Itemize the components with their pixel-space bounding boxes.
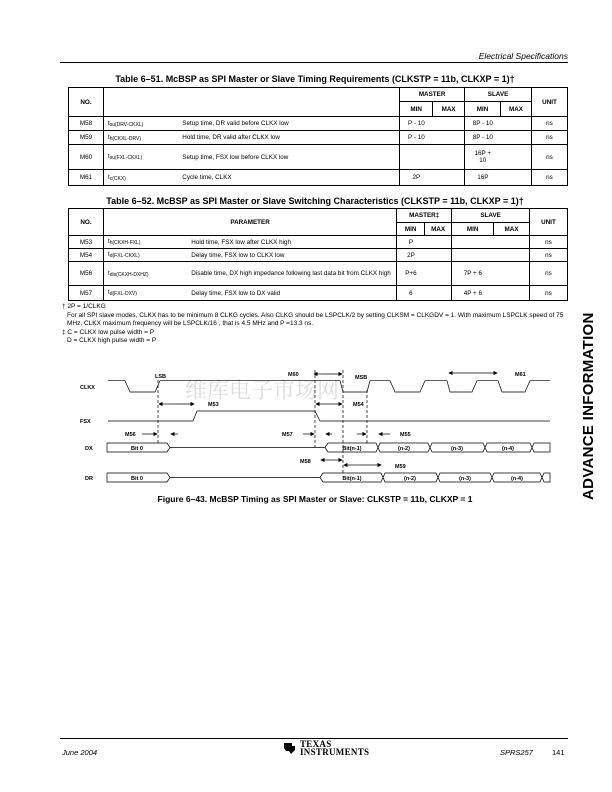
master-min: P - 10 [400,117,433,131]
row-description: Delay time, FSX low to DX valid [187,286,396,301]
row-no: M58 [69,117,104,131]
row-no: M53 [69,236,104,249]
slave-min [452,249,494,262]
dx-bit: Bit(n-1) [342,446,362,452]
row-unit: ns [530,286,568,301]
slave-min: 4P + 6 [452,286,494,301]
col-min: MIN [465,102,501,117]
slave-max [501,145,532,170]
fsx-waveform [108,411,550,421]
header-rule [60,62,568,63]
master-max [425,236,452,249]
master-max [425,262,452,286]
page-number: 141 [552,748,565,757]
col-max: MAX [433,102,465,117]
row-no: M57 [69,286,104,301]
label-msb: MSB [355,375,368,381]
row-description: Setup time, FSX low before CLKX low [178,145,399,170]
footnote: D = CLKX high pulse width = P [67,337,157,345]
master-min: P [397,236,425,249]
row-description: Setup time, DR valid before CLKX low [178,117,399,131]
watermark: 维库电子市场网 [185,378,340,403]
signal-fsx: FSX [80,419,91,425]
row-no: M56 [69,262,104,286]
dx-bit: (n-2) [398,446,410,452]
table52-title: Table 6–52. McBSP as SPI Master or Slave Switching Characteristics (CLKSTP = 11b, CLKXP = 1)† [106,196,524,206]
dx-waveform [107,443,550,452]
col-no: NO. [69,209,104,236]
col-max: MAX [501,102,532,117]
footnote: ‡ C = CLKX low pulse width = P [62,328,155,336]
logo-text: TEXAS [300,739,332,749]
master-min: P - 10 [400,131,433,145]
master-max [425,249,452,262]
dr-bit: Bit 0 [131,476,143,482]
figure-caption: Figure 6–43. McBSP Timing as SPI Master or Slave: CLKSTP = 11b, CLKXP = 1 [157,494,473,504]
row-symbol: $t_{d(FXL-CKXL)}$ [103,249,187,262]
table52 [68,208,568,301]
dr-bit: (n-4) [511,476,523,482]
label-m55: M55 [400,432,411,438]
slave-min: 7P + 6 [452,262,494,286]
table-row [69,170,568,186]
advance-information-banner: ADVANCE INFORMATION [580,312,597,500]
col-master: MASTER [400,88,465,102]
dx-bit: Bit 0 [131,446,143,452]
master-min: 2P [397,249,425,262]
slave-max [494,236,530,249]
col-param: PARAMETER [103,209,396,236]
label-m58: M58 [300,459,311,465]
label-m53: M53 [208,402,219,408]
row-no: M60 [69,145,104,170]
master-max [433,170,465,186]
label-m59: M59 [395,464,406,470]
master-min [400,145,433,170]
dr-bit: (n-2) [404,476,416,482]
row-unit: ns [531,117,567,131]
table-row [69,249,568,262]
row-unit: ns [530,262,568,286]
ti-logo [283,740,369,756]
label-lsb: LSB [155,374,166,380]
col-unit: UNIT [530,209,568,236]
slave-min: 16P [465,170,501,186]
slave-max [494,262,530,286]
row-description: Disable time, DX high impedance following last data bit from CLKX high [187,262,396,286]
table-row [69,145,568,170]
col-min: MIN [452,223,494,236]
row-no: M54 [69,249,104,262]
col-max: MAX [494,223,530,236]
row-no: M61 [69,170,104,186]
row-description: Cycle time, CLKX [178,170,399,186]
table-row [69,262,568,286]
label-m60: M60 [288,372,299,378]
dr-waveform [107,473,550,482]
slave-max [501,170,532,186]
row-description: Hold time, FSX low after CLKX high [187,236,396,249]
section-header: Electrical Specifications [478,51,568,61]
row-symbol: $t_{h(CKXH-FXL)}$ [103,236,187,249]
table-row [69,286,568,301]
label-m56: M56 [125,432,136,438]
master-max [433,145,465,170]
row-symbol: $t_{su(FXL-CKXL)}$ [103,145,178,170]
slave-max [501,131,532,145]
dr-bit: Bit(n-1) [342,476,362,482]
dx-bit: (n-3) [451,446,463,452]
col-slave: SLAVE [465,88,532,102]
master-max [433,131,465,145]
footnote: † 2P = 1/CLKG [62,303,106,310]
footer-date: June 2004 [62,748,98,757]
dx-bit: (n-4) [502,446,514,452]
row-unit: ns [530,249,568,262]
logo-text: INSTRUMENTS [300,747,370,757]
slave-min: 16P + 10 [465,145,501,170]
row-unit: ns [531,131,567,145]
row-unit: ns [531,170,567,186]
col-min: MIN [397,223,425,236]
footnotes [62,303,568,346]
slave-max [494,249,530,262]
col-slave: SLAVE [452,209,530,223]
table-row [69,131,568,145]
col-master: MASTER‡ [397,209,452,223]
signal-clkx: CLKX [80,385,95,391]
timing-diagram [60,360,570,510]
row-symbol: $t_{c(CKX)}$ [103,170,178,186]
master-max [425,286,452,301]
row-symbol: $t_{dis(CKXH-DXHZ)}$ [103,262,187,286]
slave-min: 8P - 10 [465,131,501,145]
label-m61: M61 [515,372,526,378]
dr-bit: (n-3) [459,476,471,482]
slave-min [452,236,494,249]
row-symbol: $t_{su(DRV-CKXL)}$ [103,117,178,131]
master-max [433,117,465,131]
slave-min: 8P - 10 [465,117,501,131]
row-description: Delay time, FSX low to CLKX low [187,249,396,262]
col-max: MAX [425,223,452,236]
col-no: NO. [69,88,104,117]
label-m57: M57 [282,432,293,438]
slave-max [501,117,532,131]
row-no: M59 [69,131,104,145]
table51-title: Table 6–51. McBSP as SPI Master or Slave Timing Requirements (CLKSTP = 11b, CLKXP = 1)† [115,74,515,84]
master-min: 6 [397,286,425,301]
signal-dx: DX [85,446,93,452]
row-description: Hold time, DR valid after CLKX low [178,131,399,145]
footer-doc-number: SPRS257 [500,748,533,757]
slave-max [494,286,530,301]
signal-dr: DR [85,476,93,482]
col-min: MIN [400,102,433,117]
label-m54: M54 [353,402,364,408]
table-row [69,117,568,131]
master-min: P+6 [397,262,425,286]
col-param [103,88,399,117]
master-min: 2P [400,170,433,186]
footnote: For all SPI slave modes, CLKX has to be minimum 8 CLKG cycles. Also CLKG should be LSPCLK/2 by setting CLKSM = CLKGDV = 1. With maximum LSPCLK speed of 75 MHz, CLKX maximum frequency will be LSPCLK/16 , that is 4.5 MHz and P =13.3 ns. [67,311,564,328]
row-unit: ns [531,145,567,170]
table-row [69,236,568,249]
row-symbol: $t_{h(CKXL-DRV)}$ [103,131,178,145]
table51 [68,87,568,186]
row-unit: ns [530,236,568,249]
ti-logo-icon [283,741,297,755]
row-symbol: $t_{d(FXL-DXV)}$ [103,286,187,301]
col-unit: UNIT [531,88,567,117]
